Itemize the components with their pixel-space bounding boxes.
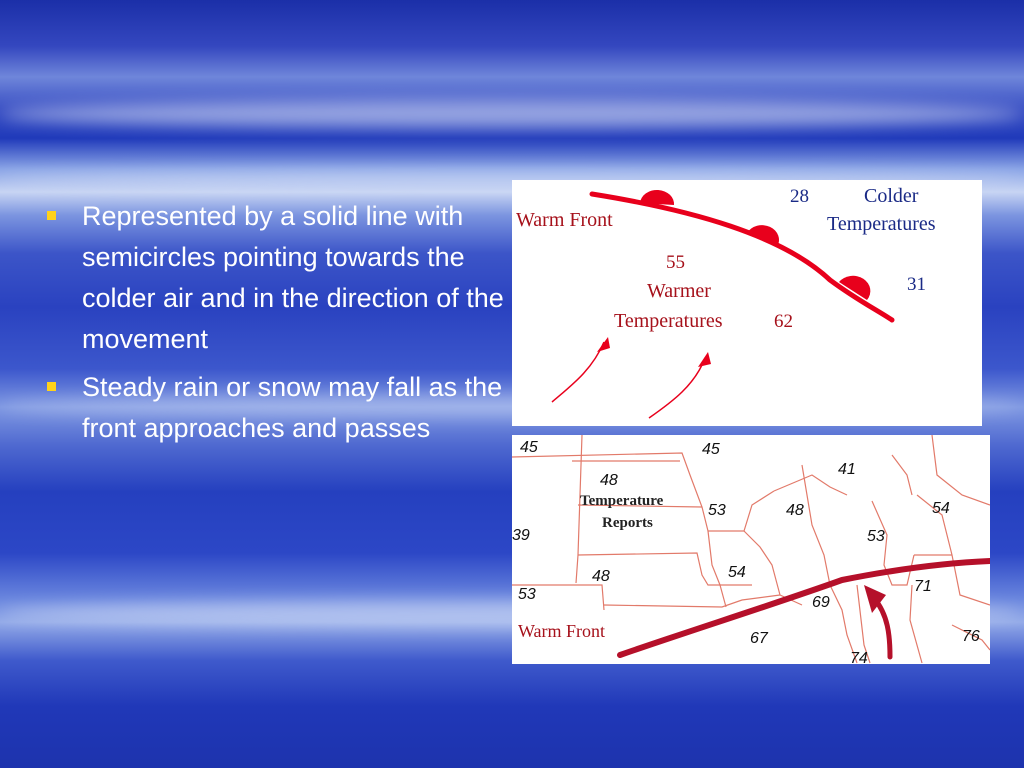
temperature-reading: 69 [812,594,830,611]
warmer-label: Temperatures [614,310,723,332]
temperature-reading: 45 [520,439,538,456]
wind-arrow [552,342,604,402]
wind-arrow [649,358,705,418]
temperature-reading: 53 [708,502,726,519]
bullet-text: Represented by a solid line with semicircles pointing towards the colder air and in the direction of the movement [82,201,504,354]
temperature-reading: 55 [666,252,685,273]
temperature-reading: 76 [962,628,980,645]
temperature-reading: 74 [850,650,868,664]
temperature-report-map-svg [512,435,990,664]
warm-front-diagram-svg [512,180,982,426]
warm-front-line [620,561,990,655]
temperature-reading: 45 [702,441,720,458]
temperature-reading: 41 [838,461,856,478]
temperature-report-map [512,435,990,664]
temperature-reading: 28 [790,186,809,207]
bullet-text: Steady rain or snow may fall as the front approaches and passes [82,372,503,443]
colder-label: Colder [864,185,919,207]
temperature-reading: 62 [774,311,793,332]
temperature-reading: 54 [932,500,950,517]
temperature-reading: 67 [750,630,768,647]
colder-label: Temperatures [827,213,936,235]
temperature-reading: 54 [728,564,746,581]
wind-arrowhead [597,337,610,352]
warmer-label: Warmer [647,280,711,302]
wind-arrowhead [698,352,711,367]
bullet-item [44,367,504,449]
warm-front-diagram [512,180,982,426]
square-bullet-icon [47,382,56,391]
warm-front-label: Warm Front [516,209,613,231]
map-title: Reports [602,515,653,531]
bullet-list [44,196,504,456]
temperature-reading: 48 [600,472,618,489]
temperature-reading: 53 [867,528,885,545]
temperature-reading: 48 [592,568,610,585]
temperature-reading: 48 [786,502,804,519]
bullet-item [44,196,504,360]
temperature-reading: 31 [907,274,926,295]
cloud-streak [0,100,1024,128]
square-bullet-icon [47,211,56,220]
temperature-reading: 39 [512,527,530,544]
warm-front-label: Warm Front [518,621,606,641]
temperature-reading: 71 [914,578,932,595]
temperature-reading: 53 [518,586,536,603]
map-title: Temperature [580,493,664,509]
warm-front-semicircle [640,190,674,205]
